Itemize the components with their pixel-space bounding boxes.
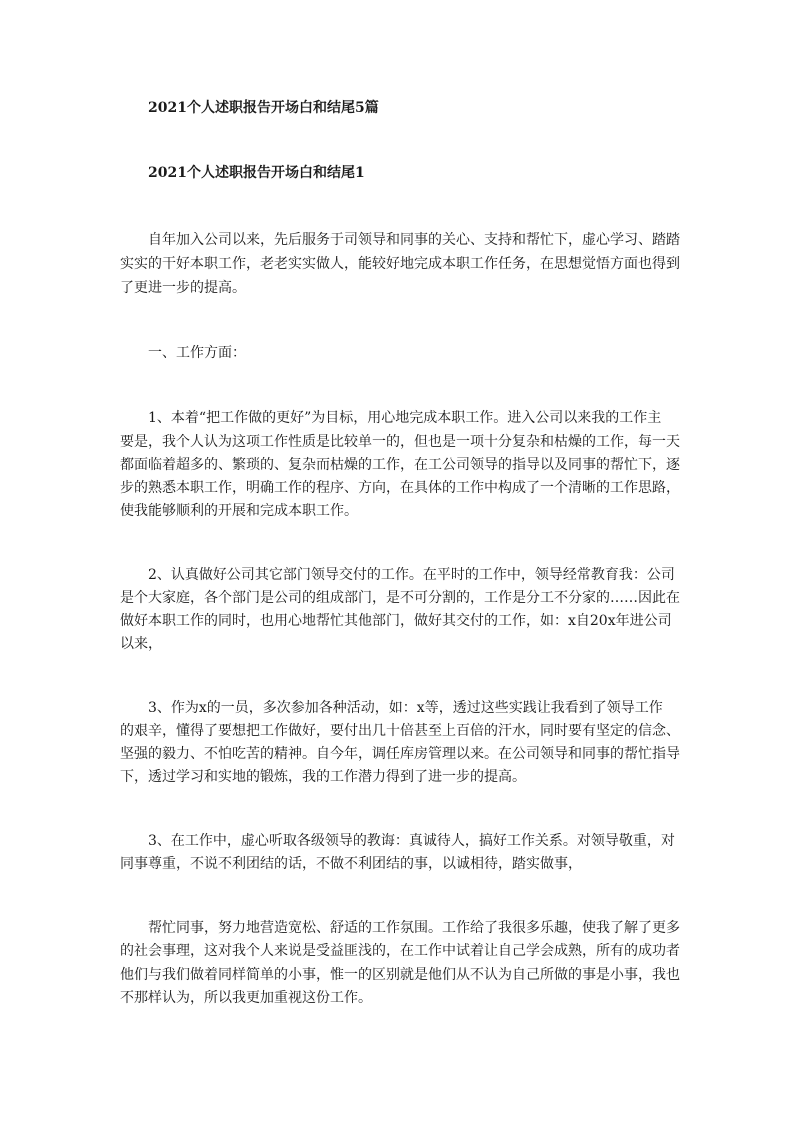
paragraph-line: 3、作为x的一员，多次参加各种活动，如：x等，透过这些实践让我看到了领导工作 <box>148 700 663 716</box>
paragraph-line: 以来， <box>120 636 162 652</box>
paragraph-line: 坚强的毅力、不怕吃苦的精神。自今年，调任库房管理以来。在公司领导和同事的帮忙指导 <box>120 746 680 762</box>
paragraph-line: 的艰辛，懂得了要想把工作做好，要付出几十倍甚至上百倍的汗水，同时要有坚定的信念、 <box>120 723 680 739</box>
paragraph-line: 自年加入公司以来，先后服务于司领导和同事的关心、支持和帮忙下，虚心学习、踏踏 <box>148 232 680 248</box>
paragraph-line: 了更进一步的提高。 <box>120 280 246 296</box>
section-heading-work: 一、工作方面： <box>148 345 246 361</box>
paragraph-line: 2、认真做好公司其它部门领导交付的工作。在平时的工作中，领导经常教育我：公司 <box>148 567 675 583</box>
paragraph-line: 帮忙同事，努力地营造宽松、舒适的工作氛围。工作给了我很多乐趣，使我了解了更多 <box>148 920 680 936</box>
paragraph-line: 下，透过学习和实地的锻炼，我的工作潜力得到了进一步的提高。 <box>120 769 526 785</box>
paragraph-line: 的社会事理，这对我个人来说是受益匪浅的，在工作中试着让自己学会成熟，所有的成功者 <box>120 943 680 959</box>
paragraph-line: 步的熟悉本职工作，明确工作的程序、方向，在具体的工作中构成了一个清晰的工作思路， <box>120 480 680 496</box>
paragraph-line: 做好本职工作的同时，也用心地帮忙其他部门，做好其交付的工作，如：x自20x年进公司 <box>120 613 672 629</box>
paragraph-line: 是个大家庭，各个部门是公司的组成部门，是不可分割的，工作是分工不分家的……因此在 <box>120 590 680 606</box>
paragraph-line: 要是，我个人认为这项工作性质是比较单一的，但也是一项十分复杂和枯燥的工作，每一天 <box>120 434 680 450</box>
paragraph-line: 3、在工作中，虚心听取各级领导的教诲：真诚待人，搞好工作关系。对领导敬重，对 <box>148 833 675 849</box>
document-subtitle: 2021个人述职报告开场白和结尾1 <box>148 165 365 181</box>
paragraph-line: 1、本着“把工作做的更好”为目标，用心地完成本职工作。进入公司以来我的工作主 <box>148 410 662 426</box>
paragraph-line: 实实的干好本职工作，老老实实做人，能较好地完成本职工作任务，在思想觉悟方面也得到 <box>120 256 680 272</box>
paragraph-line: 同事尊重，不说不利团结的话，不做不利团结的事，以诚相待，踏实做事， <box>120 856 582 872</box>
document-title: 2021个人述职报告开场白和结尾5篇 <box>148 100 379 116</box>
paragraph-line: 使我能够顺利的开展和完成本职工作。 <box>120 503 358 519</box>
paragraph-line: 不那样认为，所以我更加重视这份工作。 <box>120 990 372 1006</box>
paragraph-line: 都面临着超多的、繁琐的、复杂而枯燥的工作，在工公司领导的指导以及同事的帮忙下，逐 <box>120 457 680 473</box>
paragraph-line: 他们与我们做着同样简单的小事，惟一的区别就是他们从不认为自己所做的事是小事，我也 <box>120 967 680 983</box>
